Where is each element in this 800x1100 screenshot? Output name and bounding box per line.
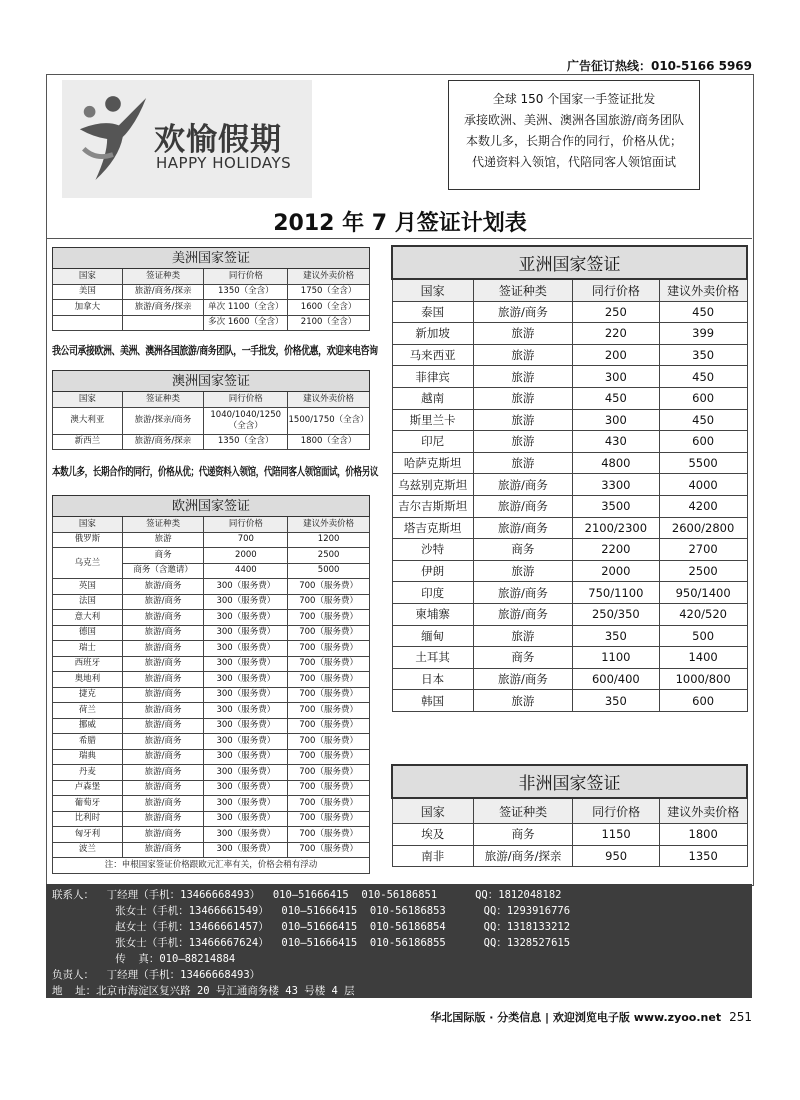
table-cell: 450 (659, 409, 747, 431)
table-cell: 柬埔寨 (392, 603, 473, 625)
table-cell: 1500/1750（全含） (288, 407, 370, 434)
table-row (53, 687, 370, 703)
promo-box (448, 80, 700, 190)
table-cell: 旅游/商务 (122, 594, 204, 610)
table-cell: 5000 (288, 563, 370, 579)
table-cell: 700（服务费） (288, 703, 370, 719)
table-row (392, 647, 747, 669)
table-cell: 1350 (659, 845, 747, 867)
table-cell: 700（服务费） (288, 811, 370, 827)
table-row (392, 301, 747, 323)
table-cell: 2100/2300 (572, 517, 659, 539)
table-cell: 旅游 (473, 344, 572, 366)
column-header: 同行价格 (573, 798, 660, 824)
table-cell: 比利时 (53, 811, 123, 827)
table-cell: 700（服务费） (288, 749, 370, 765)
table-cell: 300（服务费） (204, 610, 288, 626)
contact-line: 赵女士（手机：13466661457） 010—51666415 010-56186854 QQ：1318133212 (52, 921, 571, 933)
table-row (53, 842, 370, 858)
table-row (53, 315, 370, 331)
table-row (53, 765, 370, 781)
table-cell: 波兰 (53, 842, 123, 858)
table-row (53, 703, 370, 719)
table-cell: 700（服务费） (288, 780, 370, 796)
table-cell: 600/400 (572, 668, 659, 690)
table-cell: 旅游/商务 (473, 668, 572, 690)
table-cell: 600 (659, 690, 747, 712)
table-cell: 250 (572, 301, 659, 323)
happy-figure-logo-icon (74, 90, 152, 188)
table-cell: 商务（含邀请） (122, 563, 204, 579)
table-cell: 4000 (659, 474, 747, 496)
table-row (392, 517, 747, 539)
table-cell: 哈萨克斯坦 (392, 452, 473, 474)
table-cell: 旅游/商务 (122, 749, 204, 765)
table-cell: 300（服务费） (204, 734, 288, 750)
table-row (53, 284, 370, 300)
column-header: 签证种类 (122, 517, 204, 533)
slogan-banner: 我公司承接欧洲、美洲、澳洲各国旅游/商务团队，一手批发，价格优惠，欢迎来电咨询 (52, 344, 378, 357)
table-row (53, 811, 370, 827)
column-header: 同行价格 (204, 517, 288, 533)
table-cell: 300（服务费） (204, 672, 288, 688)
table-cell: 1750（全含） (288, 284, 370, 300)
table-cell: 1800（全含） (288, 434, 370, 450)
table-cell: 1800 (659, 824, 747, 846)
table-cell: 多次 1600（全含） (204, 315, 288, 331)
table-cell: 300（服务费） (204, 656, 288, 672)
table-cell: 旅游/商务 (122, 811, 204, 827)
table-cell: 旅游/商务 (122, 656, 204, 672)
table-cell: 2000 (572, 560, 659, 582)
table-cell: 南非 (392, 845, 473, 867)
table-cell: 700（服务费） (288, 625, 370, 641)
table-row (392, 323, 747, 345)
table-cell: 1150 (573, 824, 660, 846)
column-header: 同行价格 (204, 392, 288, 408)
table-cell: 2100（全含） (288, 315, 370, 331)
table-cell: 旅游/探亲/商务 (122, 407, 204, 434)
table-cell: 750/1100 (572, 582, 659, 604)
contact-line: 张女士（手机：13466661549） 010—51666415 010-56186853 QQ：1293916776 (52, 905, 571, 917)
europe-visa-table (52, 495, 370, 874)
contact-line: 联系人： 丁经理（手机：13466668493） 010—51666415 010-56186851 QQ：1812048182 (52, 889, 562, 901)
table-cell: 瑞士 (53, 641, 123, 657)
table-cell: 菲律宾 (392, 366, 473, 388)
table-cell: 沙特 (392, 539, 473, 561)
table-cell: 旅游 (473, 625, 572, 647)
table-cell: 950 (573, 845, 660, 867)
table-cell: 旅游/商务/探亲 (122, 300, 204, 316)
column-header: 签证种类 (473, 798, 572, 824)
contact-line: 负责人： 丁经理（手机：13466668493） (52, 969, 261, 981)
table-row (392, 495, 747, 517)
table-cell: 商务 (122, 548, 204, 564)
table-title: 亚洲国家签证 (392, 246, 747, 279)
table-cell: 700（服务费） (288, 842, 370, 858)
table-cell: 旅游 (473, 452, 572, 474)
table-row (392, 474, 747, 496)
table-row (53, 532, 370, 548)
table-row (392, 539, 747, 561)
table-cell: 旅游/商务 (122, 765, 204, 781)
table-cell: 单次 1100（全含） (204, 300, 288, 316)
table-cell: 420/520 (659, 603, 747, 625)
table-cell: 旅游/商务 (122, 579, 204, 595)
column-header: 国家 (392, 798, 473, 824)
column-header: 签证种类 (122, 392, 204, 408)
table-cell: 韩国 (392, 690, 473, 712)
page-number: 251 (729, 1010, 752, 1024)
table-row (392, 603, 747, 625)
table-cell: 300 (572, 409, 659, 431)
table-cell: 250/350 (572, 603, 659, 625)
table-row (53, 548, 370, 564)
column-header: 建议外卖价格 (659, 798, 747, 824)
logo (62, 80, 312, 198)
table-cell: 旅游/商务 (473, 517, 572, 539)
table-title: 澳洲国家签证 (53, 371, 370, 392)
table-cell: 泰国 (392, 301, 473, 323)
table-cell: 300（服务费） (204, 765, 288, 781)
table-title: 美洲国家签证 (53, 248, 370, 269)
column-header: 建议外卖价格 (288, 517, 370, 533)
table-row (392, 409, 747, 431)
table-cell: 印尼 (392, 431, 473, 453)
column-header: 同行价格 (204, 269, 288, 285)
table-cell: 俄罗斯 (53, 532, 123, 548)
oceania-visa-table (52, 370, 370, 450)
table-cell: 300（服务费） (204, 687, 288, 703)
table-row (392, 690, 747, 712)
table-cell: 430 (572, 431, 659, 453)
contact-line: 传 真：010—88214884 (52, 953, 236, 965)
logo-chinese-name: 欢愉假期 (154, 122, 282, 158)
table-cell: 1000/800 (659, 668, 747, 690)
table-cell: 399 (659, 323, 747, 345)
table-row (53, 718, 370, 734)
table-row (392, 366, 747, 388)
table-cell: 匈牙利 (53, 827, 123, 843)
table-cell: 300（服务费） (204, 625, 288, 641)
table-cell (53, 315, 123, 331)
table-cell: 700（服务费） (288, 718, 370, 734)
table-cell: 450 (659, 366, 747, 388)
table-cell: 700（服务费） (288, 734, 370, 750)
table-cell: 旅游 (473, 431, 572, 453)
table-cell: 商务 (473, 539, 572, 561)
table-cell: 希腊 (53, 734, 123, 750)
column-header: 建议外卖价格 (659, 279, 747, 301)
table-cell: 旅游/商务 (473, 603, 572, 625)
table-cell: 旅游/商务/探亲 (122, 434, 204, 450)
asia-visa-table (391, 245, 748, 712)
table-row (392, 431, 747, 453)
table-cell: 350 (572, 690, 659, 712)
table-cell: 450 (659, 301, 747, 323)
table-row (53, 434, 370, 450)
table-row (53, 734, 370, 750)
table-cell: 600 (659, 387, 747, 409)
table-cell: 新西兰 (53, 434, 123, 450)
table-cell: 旅游/商务 (122, 842, 204, 858)
table-cell: 澳大利亚 (53, 407, 123, 434)
table-cell: 旅游 (473, 323, 572, 345)
table-row (53, 579, 370, 595)
table-cell: 700（服务费） (288, 765, 370, 781)
table-cell: 5500 (659, 452, 747, 474)
promo-line: 本数儿多，长期合作的同行，价格从优； (465, 134, 682, 148)
table-cell: 1200 (288, 532, 370, 548)
table-cell: 700（服务费） (288, 594, 370, 610)
table-cell (122, 315, 204, 331)
table-cell: 2500 (288, 548, 370, 564)
table-cell: 旅游 (473, 690, 572, 712)
table-cell: 旅游/商务 (122, 780, 204, 796)
table-cell: 旅游/商务 (122, 625, 204, 641)
table-cell: 旅游 (473, 560, 572, 582)
table-cell: 3300 (572, 474, 659, 496)
column-header: 国家 (53, 392, 123, 408)
column-header: 国家 (53, 269, 123, 285)
column-header: 建议外卖价格 (288, 392, 370, 408)
table-cell: 旅游/商务 (122, 796, 204, 812)
table-cell: 350 (659, 344, 747, 366)
table-cell: 3500 (572, 495, 659, 517)
divider (46, 238, 752, 239)
table-cell: 4800 (572, 452, 659, 474)
table-cell: 马来西亚 (392, 344, 473, 366)
table-cell: 旅游/商务 (473, 582, 572, 604)
table-cell: 德国 (53, 625, 123, 641)
table-cell: 葡萄牙 (53, 796, 123, 812)
table-cell: 缅甸 (392, 625, 473, 647)
table-row (53, 610, 370, 626)
table-cell: 300（服务费） (204, 827, 288, 843)
table-cell: 法国 (53, 594, 123, 610)
logo-english-name: HAPPY HOLIDAYS (156, 154, 292, 172)
table-cell: 旅游/商务 (122, 703, 204, 719)
table-cell: 2200 (572, 539, 659, 561)
table-row (392, 344, 747, 366)
table-title: 非洲国家签证 (392, 765, 747, 798)
table-cell: 300（服务费） (204, 703, 288, 719)
table-cell: 旅游/商务 (122, 641, 204, 657)
column-header: 同行价格 (572, 279, 659, 301)
table-cell: 2500 (659, 560, 747, 582)
table-cell: 伊朗 (392, 560, 473, 582)
table-cell: 旅游 (473, 387, 572, 409)
page-footer (430, 1009, 752, 1025)
table-cell: 300（服务费） (204, 594, 288, 610)
table-cell: 600 (659, 431, 747, 453)
table-cell: 450 (572, 387, 659, 409)
table-cell: 卢森堡 (53, 780, 123, 796)
africa-visa-table (391, 764, 748, 867)
column-header: 签证种类 (473, 279, 572, 301)
table-cell: 1400 (659, 647, 747, 669)
table-row (53, 656, 370, 672)
contact-line: 张女士（手机：13466667624） 010—51666415 010-56186855 QQ：1328527615 (52, 937, 571, 949)
table-cell: 乌克兰 (53, 548, 123, 579)
table-row (53, 625, 370, 641)
table-row (53, 407, 370, 434)
table-cell: 300（服务费） (204, 811, 288, 827)
table-cell: 旅游/商务 (473, 495, 572, 517)
table-cell: 旅游 (122, 532, 204, 548)
table-cell: 2600/2800 (659, 517, 747, 539)
table-row (392, 668, 747, 690)
table-row (53, 749, 370, 765)
promo-line: 全球 150 个国家一手签证批发 (492, 92, 656, 106)
table-cell: 700（服务费） (288, 827, 370, 843)
table-cell: 斯里兰卡 (392, 409, 473, 431)
table-cell: 美国 (53, 284, 123, 300)
table-cell: 丹麦 (53, 765, 123, 781)
table-cell: 旅游 (473, 366, 572, 388)
table-title: 欧洲国家签证 (53, 496, 370, 517)
table-cell: 意大利 (53, 610, 123, 626)
table-cell: 旅游/商务 (122, 672, 204, 688)
table-cell: 350 (572, 625, 659, 647)
table-cell: 商务 (473, 824, 572, 846)
table-row (53, 827, 370, 843)
table-cell: 印度 (392, 582, 473, 604)
table-cell: 旅游/商务 (122, 827, 204, 843)
table-row (53, 594, 370, 610)
table-row (392, 387, 747, 409)
table-cell: 200 (572, 344, 659, 366)
table-cell: 旅游/商务 (473, 301, 572, 323)
table-cell: 旅游/商务 (473, 474, 572, 496)
table-cell: 300（服务费） (204, 718, 288, 734)
table-cell: 英国 (53, 579, 123, 595)
table-cell: 700 (204, 532, 288, 548)
table-cell: 300（服务费） (204, 842, 288, 858)
address-line: 地 址：北京市海淀区复兴路 20 号汇通商务楼 43 号楼 4 层 (52, 985, 355, 997)
page-title: 2012 年 7 月签证计划表 (273, 211, 527, 236)
table-cell: 300（服务费） (204, 579, 288, 595)
table-row (392, 845, 747, 867)
promo-line: 代递资料入领馆，代陪同客人领馆面试 (471, 155, 676, 169)
table-cell: 4400 (204, 563, 288, 579)
table-cell: 700（服务费） (288, 672, 370, 688)
table-cell: 1350（全含） (204, 284, 288, 300)
table-row (53, 796, 370, 812)
table-cell: 奥地利 (53, 672, 123, 688)
table-cell: 土耳其 (392, 647, 473, 669)
footer-text: 华北国际版 · 分类信息 | 欢迎浏览电子版 www.zyoo.net (430, 1011, 722, 1024)
table-cell: 220 (572, 323, 659, 345)
table-cell: 日本 (392, 668, 473, 690)
table-cell: 旅游 (473, 409, 572, 431)
table-cell: 吉尔吉斯斯坦 (392, 495, 473, 517)
table-cell: 700（服务费） (288, 641, 370, 657)
table-cell: 1600（全含） (288, 300, 370, 316)
table-cell: 700（服务费） (288, 579, 370, 595)
promo-line: 承接欧洲、美洲、澳洲各国旅游/商务团队 (463, 113, 685, 127)
table-cell: 旅游/商务 (122, 687, 204, 703)
table-row (392, 625, 747, 647)
column-header: 建议外卖价格 (288, 269, 370, 285)
table-cell: 旅游/商务 (122, 734, 204, 750)
table-cell: 2000 (204, 548, 288, 564)
table-cell: 950/1400 (659, 582, 747, 604)
table-row (392, 452, 747, 474)
table-row (392, 560, 747, 582)
table-row (53, 300, 370, 316)
table-row (392, 824, 747, 846)
table-cell: 1040/1040/1250（全含） (204, 407, 288, 434)
table-cell: 西班牙 (53, 656, 123, 672)
table-row (392, 582, 747, 604)
table-cell: 新加坡 (392, 323, 473, 345)
table-cell: 700（服务费） (288, 687, 370, 703)
slogan-banner: 本数儿多，长期合作的同行，价格从优；代递资料入领馆，代陪同客人领馆面试，价格另议 (52, 465, 378, 478)
table-cell: 500 (659, 625, 747, 647)
table-cell: 4200 (659, 495, 747, 517)
table-cell: 荷兰 (53, 703, 123, 719)
table-cell: 塔吉克斯坦 (392, 517, 473, 539)
table-cell: 旅游/商务/探亲 (122, 284, 204, 300)
table-row (53, 641, 370, 657)
table-cell: 旅游/商务 (122, 718, 204, 734)
table-cell: 300 (572, 366, 659, 388)
table-row (53, 780, 370, 796)
table-cell: 加拿大 (53, 300, 123, 316)
table-cell: 捷克 (53, 687, 123, 703)
table-cell: 瑞典 (53, 749, 123, 765)
column-header: 国家 (392, 279, 473, 301)
table-cell: 越南 (392, 387, 473, 409)
table-cell: 旅游/商务/探亲 (473, 845, 572, 867)
table-cell: 300（服务费） (204, 796, 288, 812)
table-cell: 1100 (572, 647, 659, 669)
column-header: 国家 (53, 517, 123, 533)
table-cell: 300（服务费） (204, 780, 288, 796)
table-row (53, 672, 370, 688)
table-cell: 旅游/商务 (122, 610, 204, 626)
ad-hotline: 广告征订热线：010-5166 5969 (566, 59, 752, 73)
table-cell: 埃及 (392, 824, 473, 846)
table-cell: 挪威 (53, 718, 123, 734)
table-cell: 700（服务费） (288, 610, 370, 626)
table-cell: 商务 (473, 647, 572, 669)
table-cell: 700（服务费） (288, 796, 370, 812)
contact-footer (46, 884, 752, 998)
table-cell: 300（服务费） (204, 749, 288, 765)
column-header: 签证种类 (122, 269, 204, 285)
table-cell: 乌兹别克斯坦 (392, 474, 473, 496)
exchange-rate-note: 注：申根国家签证价格跟欧元汇率有关，价格会稍有浮动 (53, 858, 370, 874)
table-cell: 2700 (659, 539, 747, 561)
table-cell: 700（服务费） (288, 656, 370, 672)
table-cell: 300（服务费） (204, 641, 288, 657)
table-cell: 1350（全含） (204, 434, 288, 450)
americas-visa-table (52, 247, 370, 331)
